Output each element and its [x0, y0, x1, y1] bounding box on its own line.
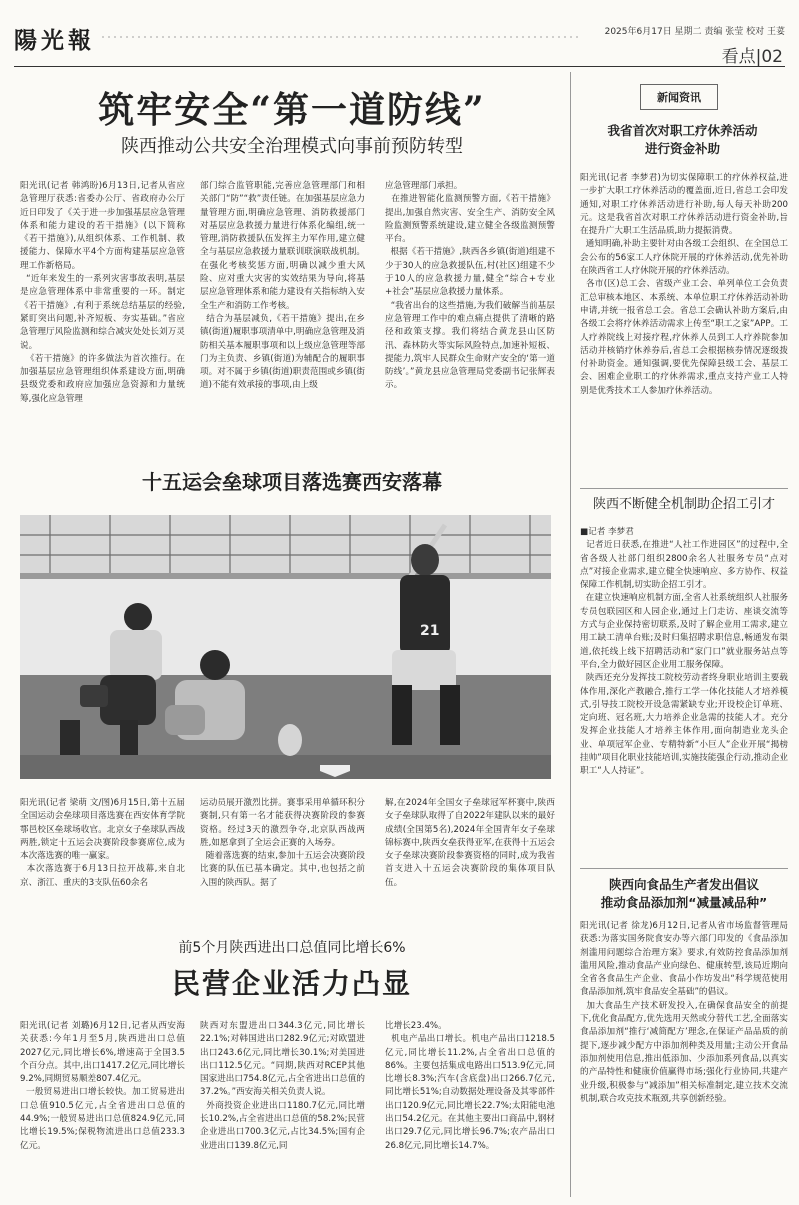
sidebar-article-3-body: 阳光讯(记者 徐龙)6月12日,记者从省市场监督管理局获悉:为落实国务院食安办等六部门印发的《食品添加剂滥用问题综合治理方案》要求,有效防控食品添加剂滥用风险,推动食品产业向绿色、健康转型,该局近期向全省各食品生产企业、食品小作坊发出“科学规范使用食品添加剂,筑牢食品安全基础”的倡议。 加大食品生产技术研发投入,在确保食品安全的前提下,优化食品配方,优先选用天然或分替代工艺,全面落实食品添加剂“推行‘减简配方’理念,在保证产品品质的前提下,逐步减少配方中添加剂种类及用量;主动公开食品添加剂使用信息,推出低添加、少添加系列食品,以真实的产品特性和健康价值赢得市场;强化行业协同,共建产业升级,积极参与“减添加”相关标准制定,建立技术交流机制,联合攻克技术瓶颈,共享创新经验。	[580, 921, 788, 1104]
issue-line: 2025年6月17日 星期二 责编 张莹 校对 王荽	[604, 27, 785, 37]
trade-headline: 民营企业活力凸显	[171, 967, 412, 1000]
sports-col-1: 阳光讯(记者 梁萌 文/图)6月15日,第十五届全国运动会垒球项目落选赛在西安体育学院鄠邑校区垒球场收官。北京女子垒球队西战两胜,锁定十五运会决赛阶段参赛席位,成为本次落选赛的唯一赢家。 本次落选赛于6月13日拉开战幕,来自北京、浙江、重庆的3支队伍60余名	[20, 798, 185, 888]
lead-col-2: 部门综合监管职能,完善应急管理部门和相关部门“防”“救”责任链。在加强基层应急力量管理方面,明确应急管理、消防救援部门对基层应急救援力量进行体系化编组,统一管理,消防救援队伍发挥主力军作用,建立健全与基层应急救援力量联训联演联战机制。在强化考核奖惩方面,明确以减少重大风险、应对重大灾害的实效结果为导向,将基层应急管理体系和能力建设有关指标纳入安全生产和消防工作考核。 结合为基层减负,《若干措施》提出,在乡镇(街道)履职事项清单中,明确应急管理及消防相关基本履职事项和以上级应急管理等部门为主负责、乡镇(街道)为辅配合的履职事项。对不属于乡镇(街道)职责范围或乡镇(街道)不能有效承接的事项,由上级	[200, 181, 365, 391]
lead-col-3: 应急管理部门承担。 在推进智能化监测预警方面,《若干措施》提出,加强自然灾害、安全生产、消防安全风险监测预警系统建设,建立健全各级监测预警平台。 根据《若干措施》,陕西各乡镇(街道)组建不少于30人的应急救援队伍,村(社区)组建不少于10人的应急救援力量,健全“综合+专业+社会”基层应急救援力量体系。 “我省出台的这些措施,为我们破解当前基层应急管理工作中的难点痛点提供了清晰的路径和政策支撑。我们将结合黄龙县山区防汛、森林防火等实际风险特点,加速补短板、提能力,筑牢人民群众生命财产安全的‘第一道防线’。”黄龙县应急管理局党委副书记张辉表示。	[385, 181, 555, 391]
trade-col-1: 阳光讯(记者 刘璐)6月12日,记者从西安海关获悉:今年1月至5月,陕西进出口总值2027亿元,同比增长6%,增速高于全国3.5个百分点。其中,出口1417.2亿元,同比增长9.2%,同期贸易顺差807.4亿元。 一般贸易进出口增长较快。加工贸易进出口总值910.5亿元,占全省进出口总值的44.9%;一般贸易进出口总值824.9亿元,同比增长19.5%;保税物流进出口总值233.3亿元。	[20, 1021, 185, 1151]
sidebar-rule-1	[580, 488, 788, 489]
news-tag: 新闻资讯	[640, 84, 718, 110]
sports-col-3: 解,在2024年全国女子垒球冠军杯赛中,陕西女子垒球队取得了自2022年建队以来的最好成绩(全国第5名),2024年全国青年女子垒球锦标赛中,陕西女垒获得亚军,在获得十五运会女子垒球决赛阶段参赛资格的同时,成为我省首支进入十五运会决赛阶段的集体项目队伍。	[385, 798, 555, 888]
sidebar-article-2-body: ■记者 李梦君 记者近日获悉,在推进“人社工作进园区”的过程中,全省各级人社部门组织2800余名人社服务专员“点对点”对接企业需求,建立健全快速响应、多方协作、权益保障工作机制,切实助企招工引才。 在建立快速响应机制方面,全省人社系统组织人社服务专员包联园区和人园企业,通过上门走访、座谈交流等方式与企业保持密切联系,及时了解企业用工需求,建立用工缺工清单台账;及时归集招聘求职信息,畅通发布渠道,依托线上线下招聘活动和“家门口”就业服务站点等平台,全力做好园区企业用工服务保障。 陕西还充分发挥技工院校劳动者终身职业培训主要载体作用,深化产教融合,推行工学一体化技能人才培养模式,引导技工院校开设急需紧缺专业;开设校企订单班、定向班、冠名班,大力培养企业急需的技能人才。充分发挥企业技能人才培养主体作用,面向制造业龙头企业、单项冠军企业、专精特新“小巨人”企业开展“揭榜挂帅”项目化职业技能培训,实施技能强企行动,推动企业职工“人人持证”。	[580, 527, 788, 777]
lead-col-1: 阳光讯(记者 韩鸿盼)6月13日,记者从省应急管理厅获悉:省委办公厅、省政府办公厅近日印发了《关于进一步加强基层应急管理体系和能力建设的若干措施》(以下简称《若干措施》),从组织体系、工作机制、救援能力、保障水平4个方面构建基层应急管理工作新格局。 “近年来发生的一系列灾害事故表明,基层是应急管理体系中非常重要的一环。制定《若干措施》,有利于系统总结基层的经验,紧盯突出问题,补齐短板、夯实基础。”省应急管理厅风险监测和综合减灾处处长刘万灵说。 《若干措施》的许多做法为首次推行。在加强基层应急管理组织体系建设方面,明确县级党委和政府应加强应急资源和力量统筹,强化应急管理	[20, 181, 185, 404]
softball-photo	[20, 515, 551, 779]
trade-col-2: 陕西对东盟进出口344.3亿元,同比增长22.1%;对韩国进出口282.9亿元;对欧盟进出口243.6亿元,同比增长30.1%;对美国进出口112.5亿元。“同期,陕西对RCEP其他国家进出口754.8亿元,占全省进出口总值的37.2%。”西安海关相关负责人说。 外商投资企业进出口1180.7亿元,同比增长10.2%,占全省进出口总值的58.2%;民营企业进出口700.3亿元,占比34.5%;国有企业进出口139.8亿元,同	[200, 1021, 365, 1151]
page-label: 看点|02	[721, 47, 783, 67]
sidebar-article-3-title: 陕西向食品生产者发出倡议 推动食品添加剂“减量减品种”	[600, 877, 768, 910]
jersey-number: 21	[420, 623, 440, 639]
sidebar-article-2-title: 陕西不断健全机制助企招工引才	[592, 497, 775, 512]
trade-subheadline: 前5个月陕西进出口总值同比增长6%	[178, 940, 406, 956]
sidebar-rule-2	[580, 868, 788, 869]
sidebar-article-1-body: 阳光讯(记者 李梦君)为切实保障职工的疗休养权益,进一步扩大职工疗休养活动的覆盖面,近日,省总工会印发通知,对职工疗休养活动进行补助,每人每天补助200元。这是我省首次对职工疗休养活动进行资金补助,旨在提升广大职工生活品质,助力提振消费。 通知明确,补助主要针对由各级工会组织、在全国总工会公布的56家工人疗休院开展的疗休养活动,优先补助在陕西省工人疗休院开展的疗休养活动。 各市(区)总工会、省级产业工会、单列单位工会负责汇总审核本地区、本系统、本单位职工疗休养活动补助申请,并统一报省总工会。省总工会确认补助方案后,由各级工会将疗休养活动需求上传至“职工之家”APP。工人疗养院线上对接疗程,疗休养人员到工人疗养院参加活动并核销疗休养券后,省总工会根据核券情况逐级拨付补助资金。通知强调,要优先保障县级工会、基层工会、困难企业职工的疗休养需求,重点支持产业工人特别是优秀技术工人参加疗休养活动。	[580, 173, 788, 396]
lead-subheadline: 陕西推动公共安全治理模式向事前预防转型	[121, 136, 463, 157]
lead-headline: 筑牢安全“第一道防线”	[98, 89, 486, 131]
masthead-decor	[100, 34, 580, 42]
sports-headline: 十五运会垒球项目落选赛西安落幕	[142, 470, 442, 494]
column-divider	[570, 72, 571, 1197]
trade-col-3: 比增长23.4%。 机电产品出口增长。机电产品出口1218.5亿元,同比增长11.2%,占全省出口总值的86%。主要包括集成电路出口513.9亿元,同比增长8.3%;汽车(含底盘)出口266.7亿元,同比增长51%;自动数据处理设备及其零部件出口120.9亿元,同比增长22.7%;太阳能电池出口54.2亿元。在其他主要出口商品中,钢材出口29.7亿元,同比增长96.7%;农产品出口26.8亿元,同比增长14.7%。	[385, 1021, 555, 1151]
sidebar-article-1-title: 我省首次对职工疗休养活动 进行资金补助	[607, 123, 758, 156]
masthead-logo: 陽光報	[14, 27, 95, 54]
sports-col-2: 运动员展开激烈比拼。赛事采用单循环积分赛制,只有第一名才能获得决赛阶段的参赛资格。经过3天的激烈争夺,北京队西战两胜,如愿拿到了全运会正赛的入场券。 随着落选赛的结束,参加十五运会决赛阶段比赛的队伍已基本确定。其中,也包括之前入围的陕西队。据了	[200, 798, 365, 888]
header-rule	[14, 66, 785, 67]
